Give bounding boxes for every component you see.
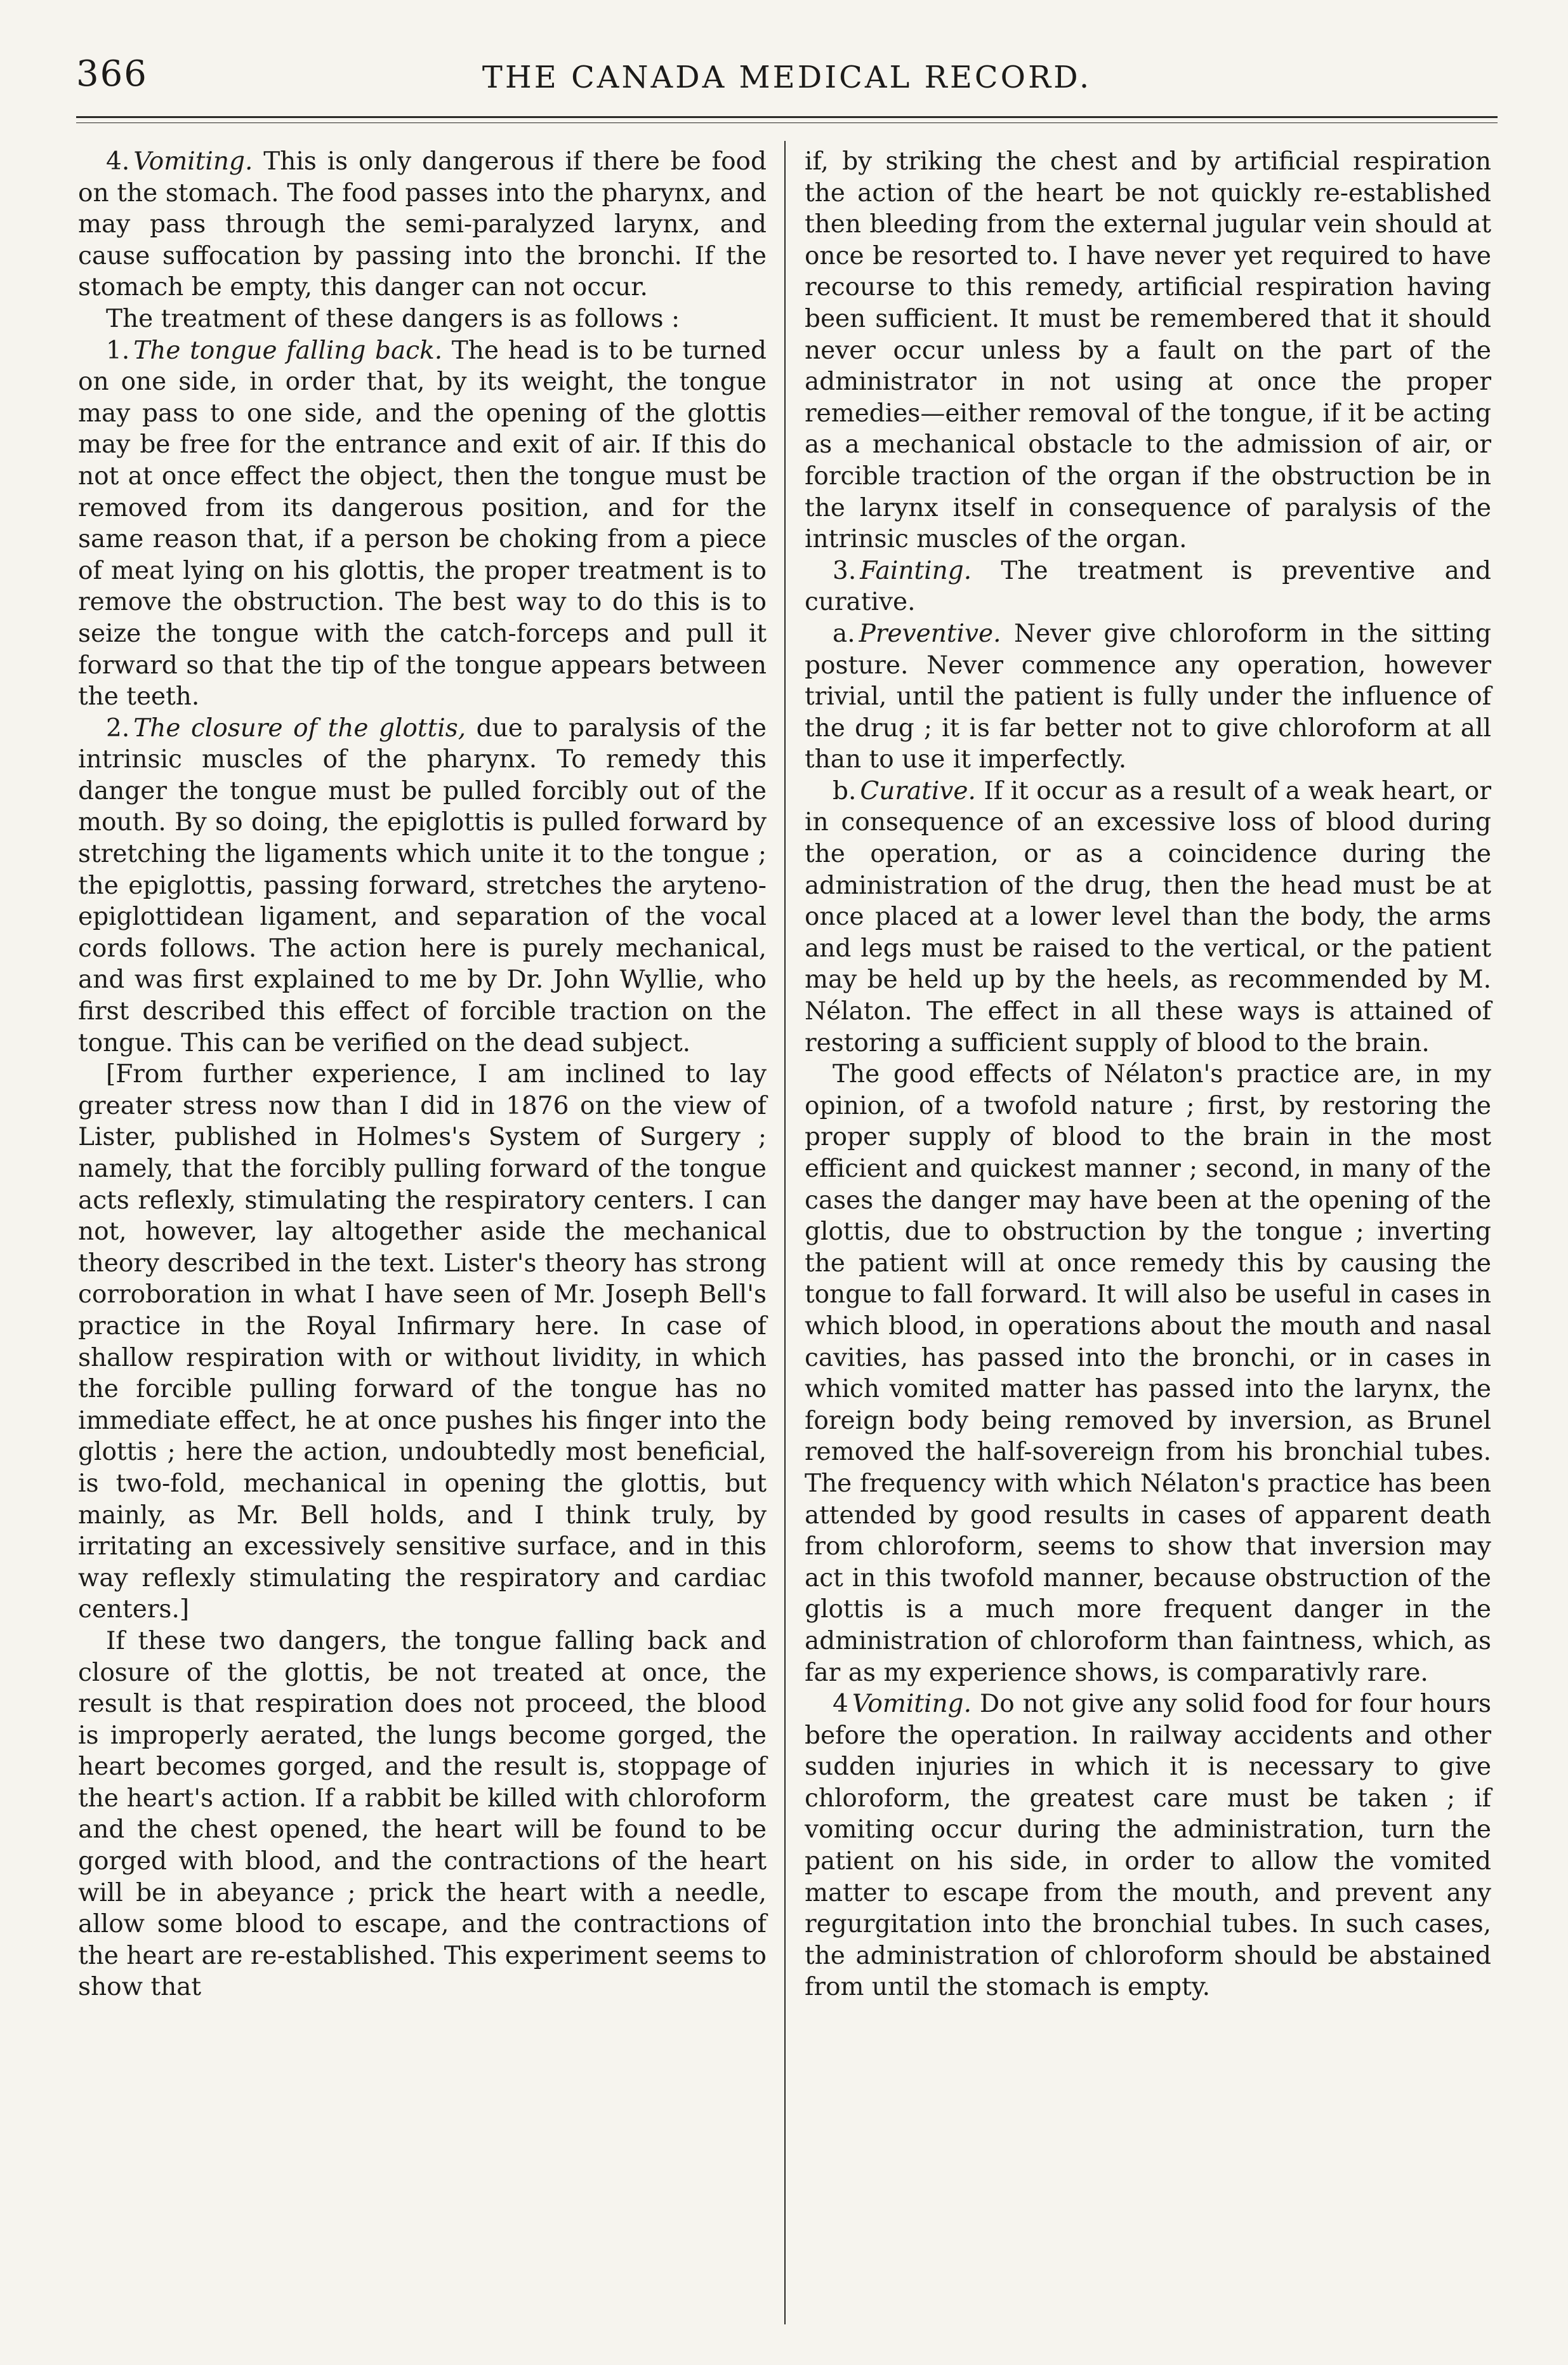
page-number: 366 [76, 53, 148, 95]
paragraph-text: [From further experience, I am inclined to lay greater stress now than I did in 1876 on the view of Lister, published in Holmes's System of Surgery ; namely, that the forcibly pulling forward of the tongue acts reflexly, stimulating the respiratory centers. I can not, however, lay altogether aside the mechanical theory described in the text. Lister's theory has strong corroboration in what I have seen of Mr. Joseph Bell's practice in the Royal Infirmary here. In case of shallow respiration with or without lividity, in which the forcible pulling forward of the tongue has no immediate effect, he at once pushes his finger into the glottis ; here the action, undoubtedly most beneficial, is two-fold, mechanical in opening the glottis, but mainly, as Mr. Bell holds, and I think truly, by irritating an excessively sensitive surface, and in this way reflexly stimulating the respiratory and cardiac centers.] [78, 1060, 767, 1624]
paragraph [78, 1626, 767, 2003]
paragraph [805, 1688, 1491, 2003]
paragraph [78, 713, 767, 1059]
header-rule [76, 116, 1498, 118]
paragraph [78, 1059, 767, 1626]
paragraph [78, 335, 767, 713]
paragraph-text: due to paralysis of the intrinsic muscles of the pharynx. To remedy this danger the tongue must be pulled forcibly out of the mouth. By so doing, the epiglottis is pulled forward by stretching the ligaments which unite it to the tongue ; the epiglottis, passing forward, stretches the aryteno-epiglottidean ligament, and separation of the vocal cords follows. The action here is purely mechanical, and was first explained to me by Dr. John Wyllie, who first described this effect of forcible traction on the tongue. This can be verified on the dead subject. [78, 713, 767, 1057]
paragraph [805, 618, 1491, 776]
paragraph-text: The good effects of Nélaton's practice are, in my opinion, of a twofold nature ; first, by restoring the proper supply of blood to the brain in the most efficient and quickest manner ; second, in many of the cases the danger may have been at the opening of the glottis, due to obstruction by the tongue ; inverting the patient will at once remedy this by causing the tongue to fall forward. It will also be useful in cases in which blood, in operations about the mouth and nasal cavities, has passed into the bronchi, or in cases in which vomited matter has passed into the larynx, the foreign body being removed by inversion, as Brunel removed the half-sovereign from his bronchial tubes. The frequency with which Nélaton's practice has been attended by good results in cases of apparent death from chloroform, seems to show that inversion may act in this twofold manner, because obstruction of the glottis is a much more frequent danger in the administration of chloroform than faintness, which, as far as my experience shows, is comparativly rare. [805, 1060, 1491, 1687]
paragraph-text: This is only dangerous if there be food on the stomach. The food passes into the pharynx, and may pass through the semi-paralyzed larynx, and cause suffocation by passing into the bronchi. If the stomach be empty, this danger can not occur. [78, 147, 767, 302]
paragraph-text: The head is to be turned on one side, in order that, by its weight, the tongue may pass to one side, and the opening of the glottis may be free for the entrance and exit of air. If this do not at once effect the object, then the tongue must be removed from its dangerous position, and for the same reason that, if a person be choking from a piece of meat lying on his glottis, the proper treatment is to remove the obstruction. The best way to do this is to seize the tongue with the catch-forceps and pull it forward so that the tip of the tongue appears between the teeth. [78, 336, 767, 712]
left-column [78, 146, 767, 2342]
paragraph-text: If these two dangers, the tongue falling back and closure of the glottis, be not treated at once, the result is that respiration does not proceed, the blood is improperly aerated, the lungs become gorged, the heart becomes gorged, and the result is, stoppage of the heart's action. If a rabbit be killed with chloroform and the chest opened, the heart will be found to be gorged with blood, and the contractions of the heart will be in abeyance ; prick the heart with a needle, allow some blood to escape, and the contractions of the heart are re-established. This experiment seems to show that [78, 1626, 767, 2002]
column-divider [784, 141, 786, 2324]
paragraph-text: Never give chloroform in the sitting posture. Never commence any operation, however trivial, until the patient is fully under the influence of the drug ; it is far better not to give chloroform at all than to use it imperfectly. [805, 619, 1491, 774]
item-heading: The tongue falling back. [133, 336, 443, 365]
paragraph-text: Do not give any solid food for four hours before the operation. In railway accidents and other sudden injuries in which it is necessary to give chloroform, the greatest care must be taken ; if vomiting occur during the administration, turn the patient on his side, in order to allow the vomited matter to escape from the mouth, and prevent any regurgitation into the bronchial tubes. In such cases, the administration of chloroform should be abstained from until the stomach is empty. [805, 1690, 1491, 2002]
item-heading: Fainting. [860, 556, 972, 585]
item-number: 4. [106, 147, 130, 176]
paragraph-text: The treatment of these dangers is as follows : [106, 304, 680, 333]
paragraph-text: The treatment is preventive and curative. [805, 556, 1491, 617]
paragraph-text: If it occur as a result of a weak heart, or in consequence of an excessive loss of blood during the operation, or as a coincidence during the administration of the drug, then the head must be at once placed at a lower level than the body, the arms and legs must be raised to the vertical, or the patient may be held up by the heels, as recommended by M. Nélaton. The effect in all these ways is attained of restoring a sufficient supply of blood to the brain. [805, 776, 1491, 1057]
item-letter: a. [833, 619, 855, 648]
item-heading: Vomiting. [852, 1690, 972, 1719]
item-number: 2. [106, 713, 130, 743]
page-header [76, 51, 1498, 108]
item-heading: The closure of the glottis, [133, 713, 466, 743]
item-number: 1. [106, 336, 130, 365]
paragraph [78, 303, 767, 335]
item-number: 3. [833, 556, 857, 585]
journal-title: THE CANADA MEDICAL RECORD. [482, 60, 1092, 95]
item-heading: Curative. [860, 776, 976, 805]
paragraph [805, 146, 1491, 555]
item-letter: b. [833, 776, 857, 805]
paragraph [805, 1059, 1491, 1688]
item-heading: Vomiting. [133, 147, 253, 176]
item-heading: Preventive. [859, 619, 1001, 648]
paragraph-text: if, by striking the chest and by artificial respiration the action of the heart be not quickly re-established then bleeding from the external jugular vein should at once be resorted to. I have never yet required to have recourse to this remedy, artificial respiration having been sufficient. It must be remembered that it should never occur unless by a fault on the part of the administrator in not using at once the proper remedies—either removal of the tongue, if it be acting as a mechanical obstacle to the admission of air, or forcible traction of the organ if the obstruction be in the larynx itself in consequence of paralysis of the intrinsic muscles of the organ. [805, 147, 1491, 554]
item-number: 4 [833, 1690, 848, 1719]
right-column [805, 146, 1491, 2342]
paragraph [805, 555, 1491, 618]
paragraph [78, 146, 767, 303]
paragraph [805, 776, 1491, 1059]
